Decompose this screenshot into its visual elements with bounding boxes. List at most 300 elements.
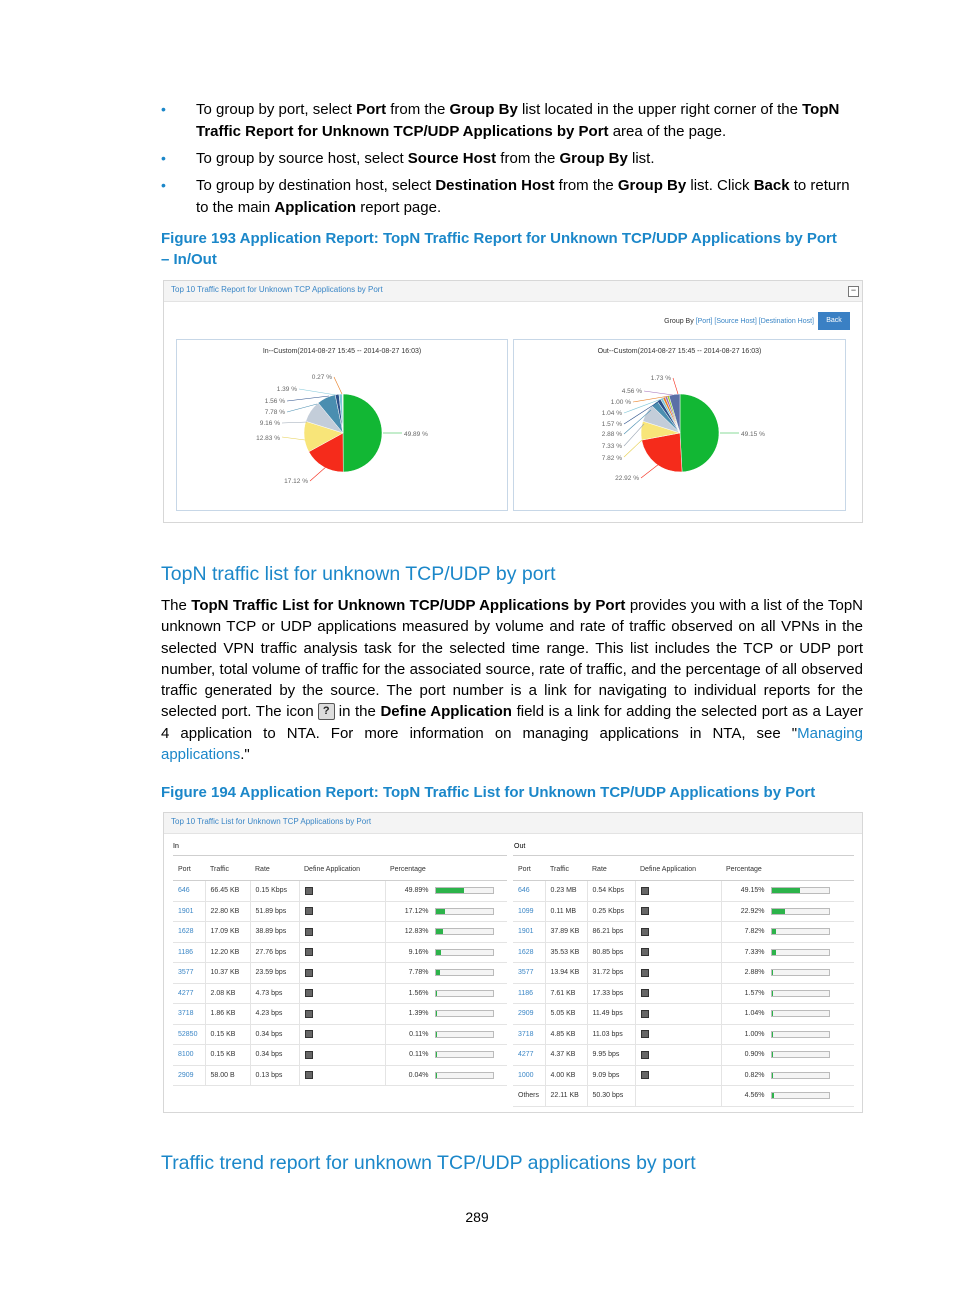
table-row bbox=[513, 881, 854, 902]
port-link[interactable]: 1901 bbox=[513, 922, 545, 943]
text-run: field is a link for adding the selected port as a Layer 4 application to NTA. For more information on managing applications in NTA, see " bbox=[161, 703, 863, 742]
report-panel bbox=[163, 280, 863, 523]
port-link[interactable]: 1000 bbox=[513, 1065, 545, 1086]
text-run: To group by source host, select bbox=[196, 150, 408, 167]
pie-value-label: 4.56 % bbox=[621, 388, 642, 395]
traffic-cell: 17.09 KB bbox=[205, 922, 250, 943]
rate-cell: 0.54 Kbps bbox=[587, 881, 635, 902]
panel-title: Top 10 Traffic Report for Unknown TCP Applications by Port bbox=[171, 285, 383, 294]
table-row bbox=[173, 901, 507, 922]
percentage-cell bbox=[721, 1045, 854, 1066]
bullet-icon: • bbox=[161, 177, 166, 193]
percentage-value: 1.39% bbox=[408, 1010, 429, 1018]
traffic-cell: 0.15 KB bbox=[205, 1045, 250, 1066]
percentage-value: 0.11% bbox=[409, 1051, 429, 1059]
traffic-cell: 0.11 MB bbox=[545, 901, 587, 922]
percentage-cell bbox=[385, 1045, 507, 1066]
bullet-icon: • bbox=[161, 101, 166, 117]
pie-leader-line bbox=[282, 422, 307, 423]
percentage-bar bbox=[771, 1010, 830, 1017]
table-row bbox=[513, 1024, 854, 1045]
percentage-cell bbox=[721, 963, 854, 984]
percentage-value: 2.88% bbox=[744, 969, 765, 977]
percentage-bar bbox=[435, 969, 494, 976]
percentage-bar-fill bbox=[772, 950, 776, 955]
port-link[interactable]: 1186 bbox=[513, 983, 545, 1004]
table-row bbox=[513, 1004, 854, 1025]
text-run: from the bbox=[496, 150, 560, 167]
percentage-bar bbox=[771, 1092, 830, 1099]
define-application-cell bbox=[299, 942, 385, 963]
rate-cell: 51.89 bps bbox=[250, 901, 299, 922]
port-link[interactable]: 646 bbox=[173, 881, 205, 902]
port-link[interactable]: 3577 bbox=[513, 963, 545, 984]
percentage-value: 7.33% bbox=[744, 948, 765, 956]
define-application-cell bbox=[299, 1065, 385, 1086]
percentage-bar-fill bbox=[772, 991, 773, 996]
traffic-cell: 12.20 KB bbox=[205, 942, 250, 963]
traffic-cell: 1.86 KB bbox=[205, 1004, 250, 1025]
bold-term: Group By bbox=[559, 150, 628, 167]
pie-leader-line bbox=[644, 391, 673, 395]
percentage-value: 0.82% bbox=[744, 1071, 765, 1079]
percentage-cell bbox=[721, 922, 854, 943]
define-application-icon[interactable] bbox=[641, 969, 649, 977]
column-header-define-application: Define Application bbox=[299, 859, 385, 881]
percentage-bar bbox=[771, 928, 830, 935]
percentage-cell bbox=[385, 983, 507, 1004]
define-application-cell bbox=[635, 1065, 721, 1086]
define-application-icon[interactable] bbox=[641, 948, 649, 956]
percentage-value: 1.00% bbox=[744, 1030, 765, 1038]
table-row bbox=[173, 983, 507, 1004]
percentage-bar-fill bbox=[772, 909, 785, 914]
define-application-cell bbox=[299, 963, 385, 984]
port-link[interactable]: 2909 bbox=[513, 1004, 545, 1025]
group-by-port-link[interactable]: [Port] bbox=[695, 318, 713, 325]
table-row bbox=[513, 942, 854, 963]
percentage-cell bbox=[385, 881, 507, 902]
percentage-value: 12.83% bbox=[404, 928, 429, 936]
table-row bbox=[173, 1065, 507, 1086]
percentage-bar-fill bbox=[436, 991, 437, 996]
rate-cell: 9.09 bps bbox=[587, 1065, 635, 1086]
text-run: from the bbox=[386, 101, 450, 118]
define-application-cell bbox=[635, 901, 721, 922]
rate-cell: 0.15 Kbps bbox=[250, 881, 299, 902]
table-row bbox=[173, 942, 507, 963]
percentage-cell bbox=[721, 983, 854, 1004]
define-application-icon[interactable] bbox=[641, 928, 649, 936]
managing-applications-link[interactable]: Managing applications bbox=[161, 724, 863, 764]
define-application-cell bbox=[635, 881, 721, 902]
traffic-cell: 4.85 KB bbox=[545, 1024, 587, 1045]
bold-term: TopN Traffic Report for Unknown TCP/UDP Applications by Port bbox=[196, 101, 840, 140]
define-application-icon: ? bbox=[318, 703, 335, 720]
define-application-cell bbox=[299, 1004, 385, 1025]
define-application-icon[interactable] bbox=[641, 907, 649, 915]
define-application-icon[interactable] bbox=[305, 1071, 313, 1079]
table-header-row bbox=[513, 859, 854, 881]
define-application-cell bbox=[299, 901, 385, 922]
percentage-value: 0.90% bbox=[744, 1051, 765, 1059]
column-header-port: Port bbox=[173, 859, 205, 881]
section-heading-topn-list: TopN traffic list for unknown TCP/UDP by port bbox=[161, 563, 556, 585]
define-application-icon[interactable] bbox=[305, 887, 313, 895]
define-application-icon[interactable] bbox=[305, 1051, 313, 1059]
pie-leader-line bbox=[334, 377, 342, 394]
percentage-bar bbox=[435, 887, 494, 894]
percentage-bar bbox=[771, 1051, 830, 1058]
bold-term: Define Application bbox=[380, 703, 512, 721]
pie-value-label: 1.00 % bbox=[610, 399, 631, 406]
port-link[interactable]: 1901 bbox=[173, 901, 205, 922]
bold-term: Group By bbox=[449, 101, 518, 118]
column-header-traffic: Traffic bbox=[545, 859, 587, 881]
percentage-bar-fill bbox=[436, 909, 446, 914]
figure-194-caption: Figure 194 Application Report: TopN Traffic List for Unknown TCP/UDP Applications by Port bbox=[161, 784, 816, 801]
table-row bbox=[513, 963, 854, 984]
pie-slice-646 bbox=[343, 394, 382, 472]
define-application-icon[interactable] bbox=[305, 1010, 313, 1018]
text-run: in the bbox=[338, 703, 381, 721]
column-header-percentage: Percentage bbox=[721, 859, 854, 881]
percentage-bar-fill bbox=[772, 888, 800, 893]
text-run: report page. bbox=[356, 198, 442, 216]
pie-value-label: 0.27 % bbox=[311, 374, 332, 381]
bold-term: Back bbox=[753, 177, 790, 194]
percentage-cell bbox=[385, 1024, 507, 1045]
percentage-cell bbox=[385, 942, 507, 963]
bold-term: TopN Traffic List for Unknown TCP/UDP Applications by Port bbox=[191, 597, 626, 614]
text-run: to return to the main bbox=[196, 177, 850, 216]
bullet-text-2 bbox=[196, 148, 863, 170]
rate-cell: 0.34 bps bbox=[250, 1024, 299, 1045]
percentage-bar bbox=[435, 1072, 494, 1079]
table-row bbox=[513, 1045, 854, 1066]
rate-cell: 31.72 bps bbox=[587, 963, 635, 984]
traffic-cell: 58.00 B bbox=[205, 1065, 250, 1086]
percentage-bar-fill bbox=[772, 1052, 773, 1057]
text-run: ." bbox=[240, 746, 250, 764]
table-row bbox=[513, 922, 854, 943]
text-run: list. bbox=[627, 150, 655, 167]
rate-cell: 11.49 bps bbox=[587, 1004, 635, 1025]
group-by-destination-host-link[interactable]: [Destination Host] bbox=[758, 318, 814, 325]
percentage-cell bbox=[721, 1086, 854, 1107]
traffic-cell: 13.94 KB bbox=[545, 963, 587, 984]
define-application-icon[interactable] bbox=[305, 928, 313, 936]
percentage-value: 7.78% bbox=[408, 969, 429, 977]
out-pie-chart bbox=[514, 340, 845, 510]
out-traffic-table bbox=[513, 859, 854, 1107]
group-by-source-host-link[interactable]: [Source Host] bbox=[714, 318, 757, 325]
rate-cell: 27.76 bps bbox=[250, 942, 299, 963]
port-link[interactable]: 4277 bbox=[173, 983, 205, 1004]
rate-cell: 80.85 bps bbox=[587, 942, 635, 963]
traffic-cell: 22.11 KB bbox=[545, 1086, 587, 1107]
percentage-bar-fill bbox=[772, 1011, 773, 1016]
rate-cell: 4.73 bps bbox=[250, 983, 299, 1004]
traffic-cell: 22.80 KB bbox=[205, 901, 250, 922]
bold-term: Application bbox=[274, 198, 357, 216]
pie-value-label: 1.04 % bbox=[601, 410, 622, 417]
pie-value-label: 17.12 % bbox=[284, 478, 308, 485]
column-header-rate: Rate bbox=[250, 859, 299, 881]
define-application-icon[interactable] bbox=[305, 969, 313, 977]
percentage-value: 1.57% bbox=[744, 989, 765, 997]
percentage-bar-fill bbox=[436, 950, 441, 955]
percentage-cell bbox=[721, 901, 854, 922]
pie-value-label: 49.89 % bbox=[404, 431, 428, 438]
percentage-bar-fill bbox=[436, 888, 464, 893]
table-header-row bbox=[173, 859, 507, 881]
percentage-cell bbox=[385, 1004, 507, 1025]
text-run: The bbox=[161, 597, 192, 614]
rate-cell: 9.95 bps bbox=[587, 1045, 635, 1066]
in-pie-chart-box bbox=[176, 339, 508, 511]
percentage-value: 49.15% bbox=[740, 887, 765, 895]
table-row bbox=[513, 901, 854, 922]
pie-leader-line bbox=[282, 437, 305, 440]
pie-value-label: 2.88 % bbox=[601, 431, 622, 438]
percentage-bar bbox=[435, 928, 494, 935]
pie-value-label: 1.56 % bbox=[264, 398, 285, 405]
percentage-bar bbox=[771, 887, 830, 894]
define-application-cell bbox=[299, 1024, 385, 1045]
out-pie-title: Out--Custom(2014-08-27 15:45 -- 2014-08-27 16:03) bbox=[597, 348, 762, 355]
percentage-cell bbox=[385, 963, 507, 984]
percentage-bar bbox=[771, 908, 830, 915]
percentage-value: 0.04% bbox=[408, 1071, 429, 1079]
define-application-cell bbox=[635, 1086, 721, 1107]
define-application-icon[interactable] bbox=[641, 1010, 649, 1018]
group-by-control bbox=[664, 318, 814, 325]
port-link[interactable]: 646 bbox=[513, 881, 545, 902]
pie-value-label: 22.92 % bbox=[615, 475, 639, 482]
percentage-value: 0.11% bbox=[409, 1030, 429, 1038]
percentage-bar-fill bbox=[436, 970, 440, 975]
traffic-cell: 0.15 KB bbox=[205, 1024, 250, 1045]
traffic-cell: 10.37 KB bbox=[205, 963, 250, 984]
percentage-bar-fill bbox=[436, 1011, 437, 1016]
percentage-cell bbox=[721, 942, 854, 963]
define-application-icon[interactable] bbox=[641, 887, 649, 895]
pie-value-label: 1.39 % bbox=[276, 386, 297, 393]
define-application-icon[interactable] bbox=[305, 907, 313, 915]
percentage-cell bbox=[385, 922, 507, 943]
pie-value-label: 1.57 % bbox=[601, 421, 622, 428]
define-application-cell bbox=[635, 1004, 721, 1025]
percentage-bar bbox=[771, 969, 830, 976]
table-row bbox=[173, 963, 507, 984]
define-application-cell bbox=[635, 963, 721, 984]
bold-term: Source Host bbox=[407, 150, 497, 167]
table-row bbox=[513, 1065, 854, 1086]
traffic-cell: 37.89 KB bbox=[545, 922, 587, 943]
define-application-icon[interactable] bbox=[305, 1030, 313, 1038]
rate-cell: 23.59 bps bbox=[250, 963, 299, 984]
define-application-icon[interactable] bbox=[641, 1051, 649, 1059]
port-link[interactable]: 1628 bbox=[173, 922, 205, 943]
traffic-cell: 4.00 KB bbox=[545, 1065, 587, 1086]
define-application-icon[interactable] bbox=[305, 989, 313, 997]
percentage-bar-fill bbox=[772, 1093, 775, 1098]
percentage-cell bbox=[721, 881, 854, 902]
percentage-value: 22.92% bbox=[740, 907, 765, 915]
percentage-value: 9.16% bbox=[408, 948, 429, 956]
in-pie-chart bbox=[177, 340, 507, 510]
define-application-cell bbox=[635, 942, 721, 963]
text-run: To group by destination host, select bbox=[196, 177, 436, 194]
text-run: To group by port, select bbox=[196, 101, 357, 118]
list-panel-header bbox=[164, 813, 862, 834]
traffic-cell: 7.61 KB bbox=[545, 983, 587, 1004]
percentage-cell bbox=[385, 1065, 507, 1086]
rate-cell: 86.21 bps bbox=[587, 922, 635, 943]
bullet-icon: • bbox=[161, 150, 166, 166]
back-button[interactable]: Back bbox=[818, 312, 850, 330]
rate-cell: 11.03 bps bbox=[587, 1024, 635, 1045]
table-row bbox=[513, 1086, 854, 1107]
percentage-bar bbox=[771, 990, 830, 997]
out-pie-chart-box bbox=[513, 339, 846, 511]
bullet-text-1 bbox=[196, 99, 863, 142]
group-by-label: Group By bbox=[664, 318, 694, 325]
percentage-value: 17.12% bbox=[404, 907, 429, 915]
rate-cell: 0.25 Kbps bbox=[587, 901, 635, 922]
pie-value-label: 12.83 % bbox=[256, 435, 280, 442]
minimize-icon[interactable]: − bbox=[848, 286, 859, 297]
section-paragraph bbox=[161, 595, 863, 765]
define-application-cell bbox=[635, 1045, 721, 1066]
define-application-cell bbox=[299, 983, 385, 1004]
text-run: from the bbox=[554, 177, 618, 194]
out-section-label: Out bbox=[514, 843, 526, 850]
column-header-port: Port bbox=[513, 859, 545, 881]
text-run: area of the page. bbox=[608, 122, 727, 140]
port-link[interactable]: 1186 bbox=[173, 942, 205, 963]
traffic-list-panel bbox=[163, 812, 863, 1113]
column-header-traffic: Traffic bbox=[205, 859, 250, 881]
traffic-cell: 35.53 KB bbox=[545, 942, 587, 963]
table-row bbox=[513, 983, 854, 1004]
table-row bbox=[173, 1045, 507, 1066]
port-cell: Others bbox=[513, 1086, 545, 1107]
pie-leader-line bbox=[641, 464, 659, 478]
section-heading-trend-report: Traffic trend report for unknown TCP/UDP applications by port bbox=[161, 1152, 696, 1174]
traffic-cell: 0.23 MB bbox=[545, 881, 587, 902]
port-link[interactable]: 1628 bbox=[513, 942, 545, 963]
out-divider bbox=[513, 855, 854, 856]
traffic-cell: 2.08 KB bbox=[205, 983, 250, 1004]
port-link[interactable]: 1099 bbox=[513, 901, 545, 922]
port-link[interactable]: 52850 bbox=[173, 1024, 205, 1045]
table-row bbox=[173, 1004, 507, 1025]
traffic-cell: 4.37 KB bbox=[545, 1045, 587, 1066]
rate-cell: 38.89 bps bbox=[250, 922, 299, 943]
bold-term: Port bbox=[356, 101, 387, 118]
port-link[interactable]: 4277 bbox=[513, 1045, 545, 1066]
pie-value-label: 9.16 % bbox=[259, 420, 280, 427]
percentage-bar bbox=[771, 1072, 830, 1079]
text-run: provides you with a list of the TopN unknown TCP or UDP applications measured by volume and rate of traffic observed on all VPNs in the selected VPN traffic analysis task for the selected time range. This list includes the TCP or UDP port number, total volume of traffic for the associated source, rate of traffic, and the percentage of all observed traffic generated by the source. The port number is a link for navigating to individual reports for the selected port. The icon bbox=[161, 597, 864, 721]
percentage-value: 49.89% bbox=[404, 887, 429, 895]
port-link[interactable]: 3718 bbox=[513, 1024, 545, 1045]
percentage-bar-fill bbox=[772, 970, 774, 975]
bold-term: Destination Host bbox=[435, 177, 555, 194]
percentage-bar-fill bbox=[772, 1032, 773, 1037]
define-application-icon[interactable] bbox=[641, 989, 649, 997]
panel-header bbox=[164, 281, 862, 302]
pie-leader-line bbox=[673, 378, 678, 394]
list-panel-title: Top 10 Traffic List for Unknown TCP Applications by Port bbox=[171, 817, 372, 826]
percentage-bar bbox=[771, 1031, 830, 1038]
pie-leader-line bbox=[310, 466, 327, 481]
pie-value-label: 49.15 % bbox=[741, 431, 765, 438]
percentage-value: 4.56% bbox=[744, 1092, 765, 1100]
port-link[interactable]: 8100 bbox=[173, 1045, 205, 1066]
table-row bbox=[173, 1024, 507, 1045]
define-application-icon[interactable] bbox=[641, 1030, 649, 1038]
define-application-cell bbox=[635, 922, 721, 943]
pie-leader-line bbox=[624, 440, 642, 457]
percentage-cell bbox=[721, 1024, 854, 1045]
percentage-bar-fill bbox=[436, 929, 443, 934]
port-link[interactable]: 2909 bbox=[173, 1065, 205, 1086]
traffic-cell: 5.05 KB bbox=[545, 1004, 587, 1025]
percentage-bar bbox=[771, 949, 830, 956]
in-section-label: In bbox=[173, 843, 179, 850]
percentage-bar bbox=[435, 1010, 494, 1017]
percentage-bar bbox=[435, 908, 494, 915]
percentage-bar bbox=[435, 990, 494, 997]
define-application-cell bbox=[299, 881, 385, 902]
text-run: list. Click bbox=[686, 177, 754, 194]
column-header-percentage: Percentage bbox=[385, 859, 507, 881]
traffic-cell: 66.45 KB bbox=[205, 881, 250, 902]
percentage-value: 1.04% bbox=[744, 1010, 765, 1018]
percentage-bar bbox=[435, 1031, 494, 1038]
percentage-value: 7.82% bbox=[744, 928, 765, 936]
column-header-define-application: Define Application bbox=[635, 859, 721, 881]
define-application-cell bbox=[299, 922, 385, 943]
port-link[interactable]: 3577 bbox=[173, 963, 205, 984]
define-application-cell bbox=[635, 983, 721, 1004]
bold-term: Group By bbox=[617, 177, 687, 194]
rate-cell: 17.33 bps bbox=[587, 983, 635, 1004]
percentage-bar bbox=[435, 1051, 494, 1058]
column-header-rate: Rate bbox=[587, 859, 635, 881]
percentage-cell bbox=[721, 1065, 854, 1086]
percentage-cell bbox=[385, 901, 507, 922]
rate-cell: 4.23 bps bbox=[250, 1004, 299, 1025]
in-pie-title: In--Custom(2014-08-27 15:45 -- 2014-08-27 16:03) bbox=[262, 348, 422, 355]
rate-cell: 0.13 bps bbox=[250, 1065, 299, 1086]
port-link[interactable]: 3718 bbox=[173, 1004, 205, 1025]
define-application-icon[interactable] bbox=[641, 1071, 649, 1079]
rate-cell: 50.30 bps bbox=[587, 1086, 635, 1107]
page-number: 289 bbox=[465, 1209, 489, 1225]
percentage-cell bbox=[721, 1004, 854, 1025]
percentage-bar-fill bbox=[772, 929, 776, 934]
pie-leader-line bbox=[299, 389, 336, 395]
in-divider bbox=[173, 855, 507, 856]
pie-value-label: 7.82 % bbox=[601, 455, 622, 462]
percentage-value: 1.56% bbox=[408, 989, 429, 997]
define-application-cell bbox=[635, 1024, 721, 1045]
define-application-icon[interactable] bbox=[305, 948, 313, 956]
